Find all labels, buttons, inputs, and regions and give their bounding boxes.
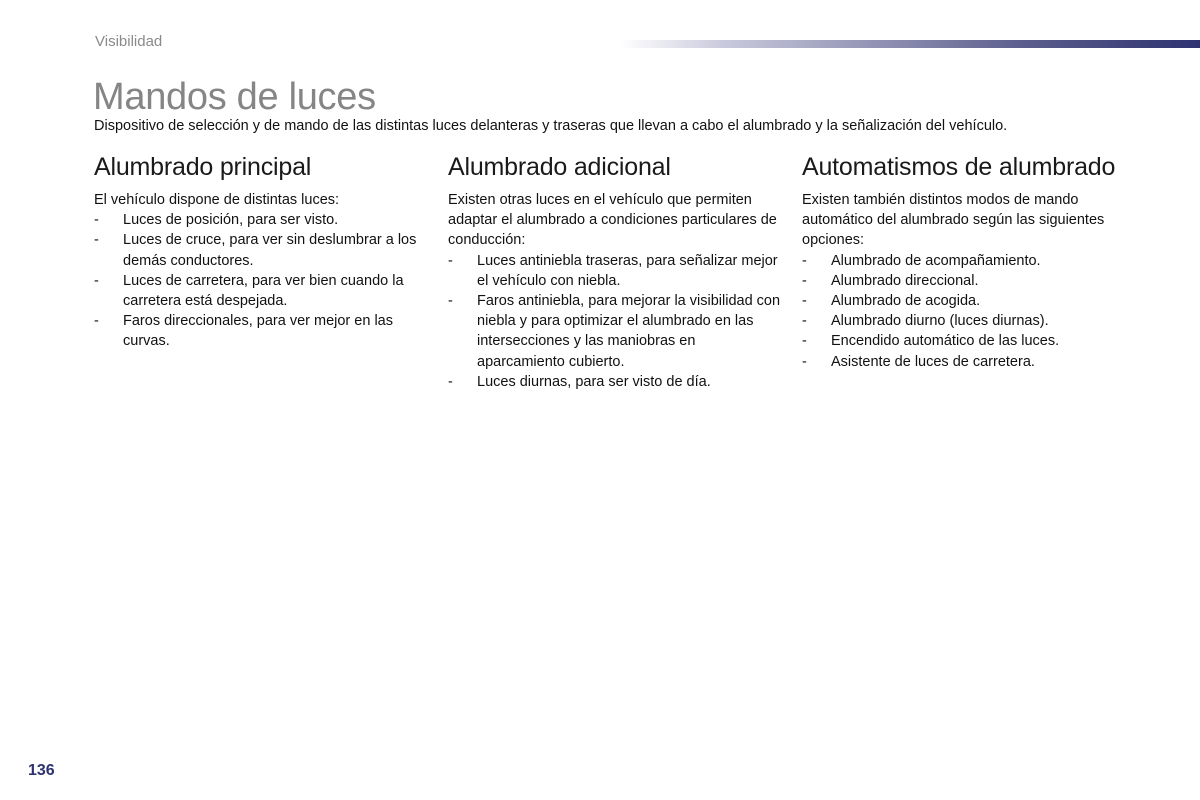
list-item <box>802 251 1142 271</box>
bullet-dash: - <box>802 333 807 350</box>
bullet-dash: - <box>94 272 99 289</box>
list-item-text: Luces de posición, para ser visto. <box>123 212 339 229</box>
list-item <box>802 352 1142 372</box>
list-item-text: Alumbrado direccional. <box>831 272 979 289</box>
bullet-dash: - <box>802 293 807 310</box>
column-heading: Automatismos de alumbrado <box>802 153 1116 181</box>
bullet-list <box>802 251 1142 372</box>
list-item-text: Encendido automático de las luces. <box>831 333 1060 350</box>
list-item <box>802 311 1142 331</box>
page-title: Mandos de luces <box>93 76 376 118</box>
list-item <box>94 311 429 351</box>
bullet-dash: - <box>802 252 807 269</box>
list-item-text: Luces de cruce, para ver sin deslumbrar a los demás conductores. <box>123 232 417 269</box>
intro-text: Dispositivo de selección y de mando de las distintas luces delanteras y traseras que llevan a cabo el alumbrado y la señalización del vehículo. <box>94 118 1008 134</box>
list-item-text: Alumbrado de acompañamiento. <box>831 252 1041 269</box>
list-item <box>94 210 429 230</box>
column-lead: Existen otras luces en el vehículo que permiten adaptar el alumbrado a condiciones particulares de conducción: <box>448 192 777 249</box>
list-item <box>94 271 429 311</box>
list-item-text: Faros direccionales, para ver mejor en las curvas. <box>123 313 393 350</box>
list-item <box>802 331 1142 351</box>
bullet-dash: - <box>94 232 99 249</box>
section-label: Visibilidad <box>95 33 163 50</box>
bullet-dash: - <box>448 252 453 269</box>
bullet-dash: - <box>802 353 807 370</box>
bullet-dash: - <box>802 272 807 289</box>
column-additional-lighting <box>448 153 783 392</box>
bullet-dash: - <box>802 313 807 330</box>
list-item-text: Luces antiniebla traseras, para señalizar mejor el vehículo con niebla. <box>477 252 778 289</box>
bullet-dash: - <box>94 212 99 229</box>
bullet-list <box>448 251 783 392</box>
column-heading: Alumbrado principal <box>94 153 312 181</box>
bullet-dash: - <box>448 293 453 310</box>
list-item <box>94 230 429 270</box>
list-item <box>448 251 783 291</box>
list-item-text: Alumbrado de acogida. <box>831 293 981 310</box>
list-item-text: Luces diurnas, para ser visto de día. <box>477 373 711 390</box>
list-item <box>802 271 1142 291</box>
list-item-text: Asistente de luces de carretera. <box>831 353 1035 370</box>
column-lead: Existen también distintos modos de mando automático del alumbrado según las siguientes opciones: <box>802 192 1105 249</box>
bullet-dash: - <box>448 373 453 390</box>
list-item-text: Luces de carretera, para ver bien cuando la carretera está despejada. <box>123 272 404 310</box>
bullet-dash: - <box>94 313 99 330</box>
column-heading: Alumbrado adicional <box>448 153 671 181</box>
column-main-lighting <box>94 153 429 352</box>
page-number: 136 <box>28 762 55 779</box>
list-item <box>448 372 783 392</box>
list-item <box>802 291 1142 311</box>
list-item-text: Faros antiniebla, para mejorar la visibilidad con niebla y para optimizar el alumbrado en las intersecciones y las maniobras en aparcamiento cubierto. <box>477 293 781 370</box>
column-automatic-lighting <box>802 153 1142 372</box>
bullet-list <box>94 210 429 351</box>
column-lead: El vehículo dispone de distintas luces: <box>94 192 340 208</box>
list-item <box>448 291 783 372</box>
header-gradient-bar <box>620 40 1200 48</box>
list-item-text: Alumbrado diurno (luces diurnas). <box>831 313 1049 330</box>
